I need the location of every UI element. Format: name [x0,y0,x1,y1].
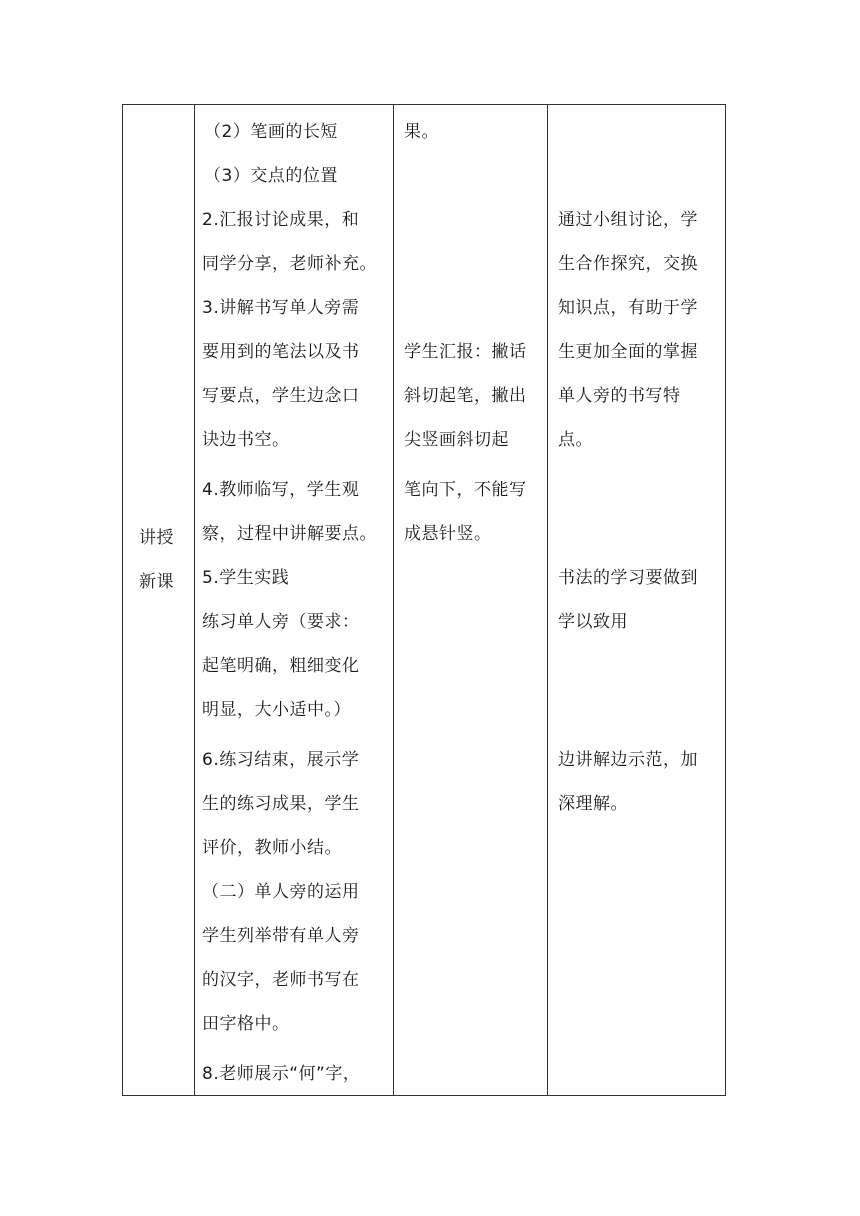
student-activity-cell [394,105,547,1095]
section-label-line: 新课 [139,572,174,592]
student-line: 尖竖画斜切起 [404,430,509,450]
intent-line: 生更加全面的掌握 [558,342,698,362]
section-label-line: 讲授 [139,528,174,548]
lesson-table [122,104,726,1096]
process-line: 8.老师展示“何”字， [202,1064,361,1084]
process-line: 2.汇报讨论成果，和 [202,210,360,230]
process-line: （二）单人旁的运用 [202,882,360,902]
process-line: 4.教师临写，学生观 [202,480,360,500]
process-line: 评价，教师小结。 [202,838,342,858]
process-line: 同学分享，老师补充。 [202,254,377,274]
process-line: 练习单人旁（要求： [202,612,360,632]
intent-line: 点。 [558,430,593,450]
intent-line: 学以致用 [558,612,628,632]
intent-line: 知识点，有助于学 [558,298,698,318]
design-intent-cell [548,105,725,1095]
process-line: 学生列举带有单人旁 [202,926,360,946]
student-line: 笔向下，不能写 [404,480,527,500]
process-line: 诀边书空。 [202,430,290,450]
student-line: 斜切起笔，撇出 [404,386,527,406]
intent-line: 单人旁的书写特 [558,386,681,406]
process-line: 的汉字，老师书写在 [202,970,360,990]
process-line: 6.练习结束，展示学 [202,750,360,770]
process-line: 明显，大小适中。） [202,700,351,720]
process-line: 田字格中。 [202,1014,290,1034]
intent-line: 深理解。 [558,794,628,814]
process-line: （3）交点的位置 [204,166,338,186]
intent-line: 边讲解边示范，加 [558,750,698,770]
process-line: 要用到的笔法以及书 [202,342,360,362]
process-line: 3.讲解书写单人旁需 [202,298,360,318]
process-line: 写要点，学生边念口 [202,386,360,406]
student-line: 学生汇报：撇话 [404,342,527,362]
process-line: （2）笔画的长短 [204,122,338,142]
student-line: 成悬针竖。 [404,524,492,544]
process-line: 察，过程中讲解要点。 [202,524,377,544]
process-line: 生的练习成果，学生 [202,794,360,814]
process-line: 5.学生实践 [202,568,290,588]
process-line: 起笔明确，粗细变化 [202,656,360,676]
intent-line: 生合作探究，交换 [558,254,698,274]
intent-line: 通过小组讨论，学 [558,210,698,230]
student-line: 果。 [404,122,439,142]
intent-line: 书法的学习要做到 [558,568,698,588]
section-label-cell [123,105,194,1095]
teaching-process-cell [195,105,393,1095]
